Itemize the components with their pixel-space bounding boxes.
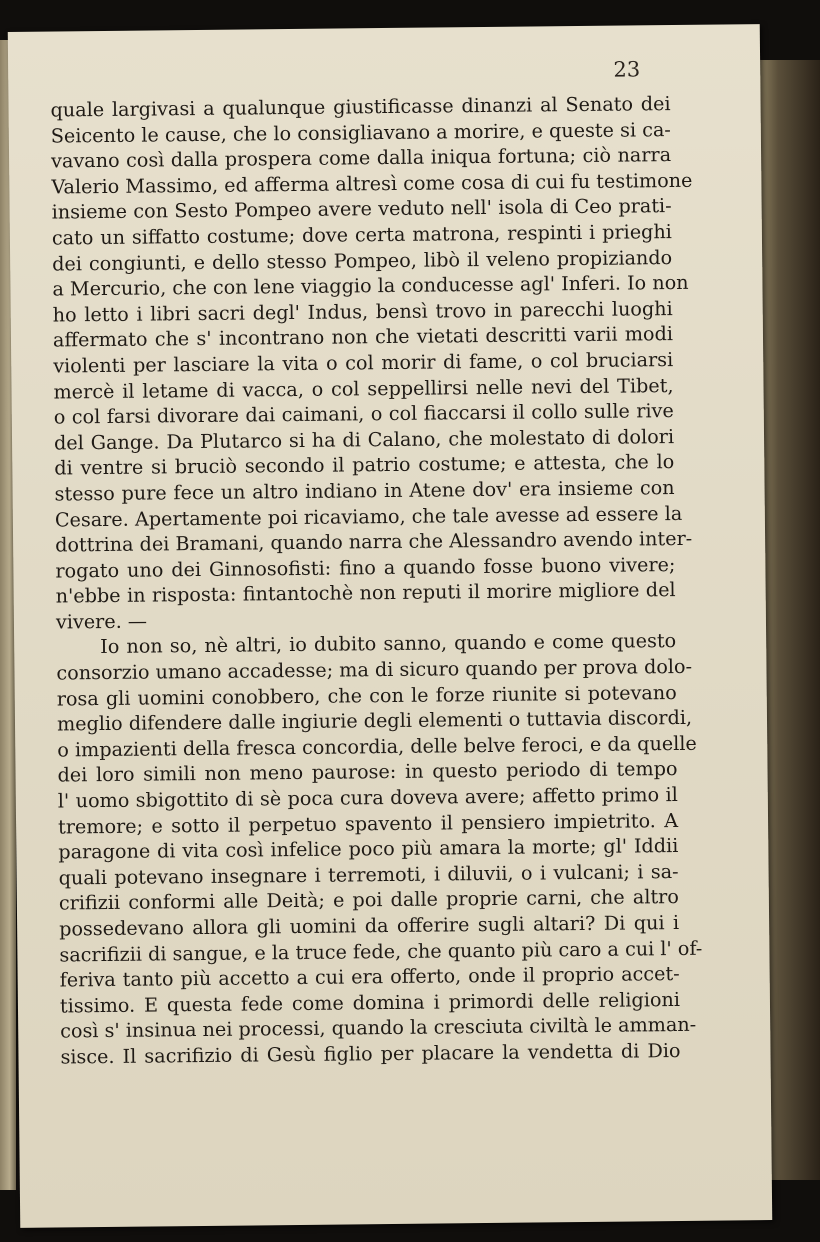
text-line: stesso pure fece un altro indiano in Atene dov' era insieme con [54,475,675,506]
text-line: affermato che s' incontrano non che vietati descritti varii modi [52,322,674,352]
text-line: quale largivasi a qualunque giustificasse dinanzi al Senato dei [50,92,671,122]
text-line: quali potevano insegnare i terremoti, i diluvii, o i vulcani; i sa- [58,859,679,890]
text-line: di ventre si bruciò secondo il patrio costume; e attesta, che lo [54,450,675,480]
text-line: tremore; e sotto il perpetuo spavento il pensiero impietrito. A [57,808,679,839]
text-line: consorzio umano accadesse; ma di sicuro quando per prova dolo- [56,654,693,685]
text-line: meglio difendere dalle ingiurie degli elementi o tuttavia discordi, [56,706,693,736]
text-line: sacrifizii di sangue, e la truce fede, che quanto più caro a cui l' of- [59,936,703,967]
text-line: sisce. Il sacrifizio di Gesù figlio per placare la vendetta di Dio [60,1038,681,1069]
text-line: mercè il letame di vacca, o col seppellirsi nelle nevi del Tibet, [53,373,674,404]
text-line: n'ebbe in risposta: fintantochè non reputi il morire migliore del [55,578,676,608]
text-line: del Gange. Da Plutarco si ha di Calano, che molestato di dolori [53,424,675,455]
text-line: dei congiunti, e dello stesso Pompeo, libò il veleno propiziando [52,245,673,276]
text-line: vavano così dalla prospera come dalla iniqua fortuna; ciò narra [50,143,672,173]
text-line: tissimo. E questa fede come domina i primordi delle religioni [59,987,681,1018]
text-line: feriva tanto più accetto a cui era offerto, onde il proprio accet- [59,962,680,992]
text-line: o col farsi divorare dai caimani, o col fiaccarsi il collo sulle rive [53,399,674,429]
text-line: ho letto i libri sacri degl' Indus, bensì trovo in parecchi luoghi [52,296,673,327]
text-line: Cesare. Apertamente poi ricaviamo, che tale avesse ad essere la [54,501,683,532]
body-text [50,91,703,1070]
text-line: vivere. — [55,609,148,634]
text-line: insieme con Sesto Pompeo avere veduto nell' isola di Ceo prati- [51,194,672,224]
text-line: dei loro simili non meno paurose: in questo periodo di tempo [57,757,678,787]
text-line: rosa gli uomini conobbero, che con le forze riunite si potevano [56,680,677,711]
text-line: cato un siffatto costume; dove certa matrona, respinti i prieghi [51,219,673,250]
text-line: così s' insinua nei processi, quando la cresciuta civiltà le amman- [60,1013,697,1043]
text-line: Seicento le cause, che lo consigliavano a morire, e queste si ca- [50,117,671,148]
text-line: paragone di vita così infelice poco più amara la morte; gl' Iddii [58,834,679,864]
text-line: crifizii conformi alle Deità; e poi dalle proprie carni, che altro [58,885,679,915]
text-line: o impazienti della fresca concordia, delle belve feroci, e da quelle [57,731,697,762]
text-line: dottrina dei Bramani, quando narra che Alessandro avendo inter- [55,526,693,557]
book-page [8,24,772,1228]
text-line: violenti per lasciare la vita o col morir di fame, o col bruciarsi [53,347,674,378]
text-line: Valerio Massimo, ed afferma altresì come cosa di cui fu testimone [51,168,693,199]
page-number: 23 [613,57,641,82]
text-line: rogato uno dei Ginnosofisti: fino a quando fosse buono vivere; [55,552,676,583]
text-line: possedevano allora gli uomini da offerire sugli altari? Di qui i [59,910,680,941]
text-line: l' uomo sbigottito di sè poca cura doveva avere; affetto primo il [57,783,678,813]
text-line: a Mercurio, che con lene viaggio la conducesse agl' Inferi. Io non [52,271,689,301]
text-line: Io non so, nè altri, io dubito sanno, quando e come questo [100,629,677,659]
